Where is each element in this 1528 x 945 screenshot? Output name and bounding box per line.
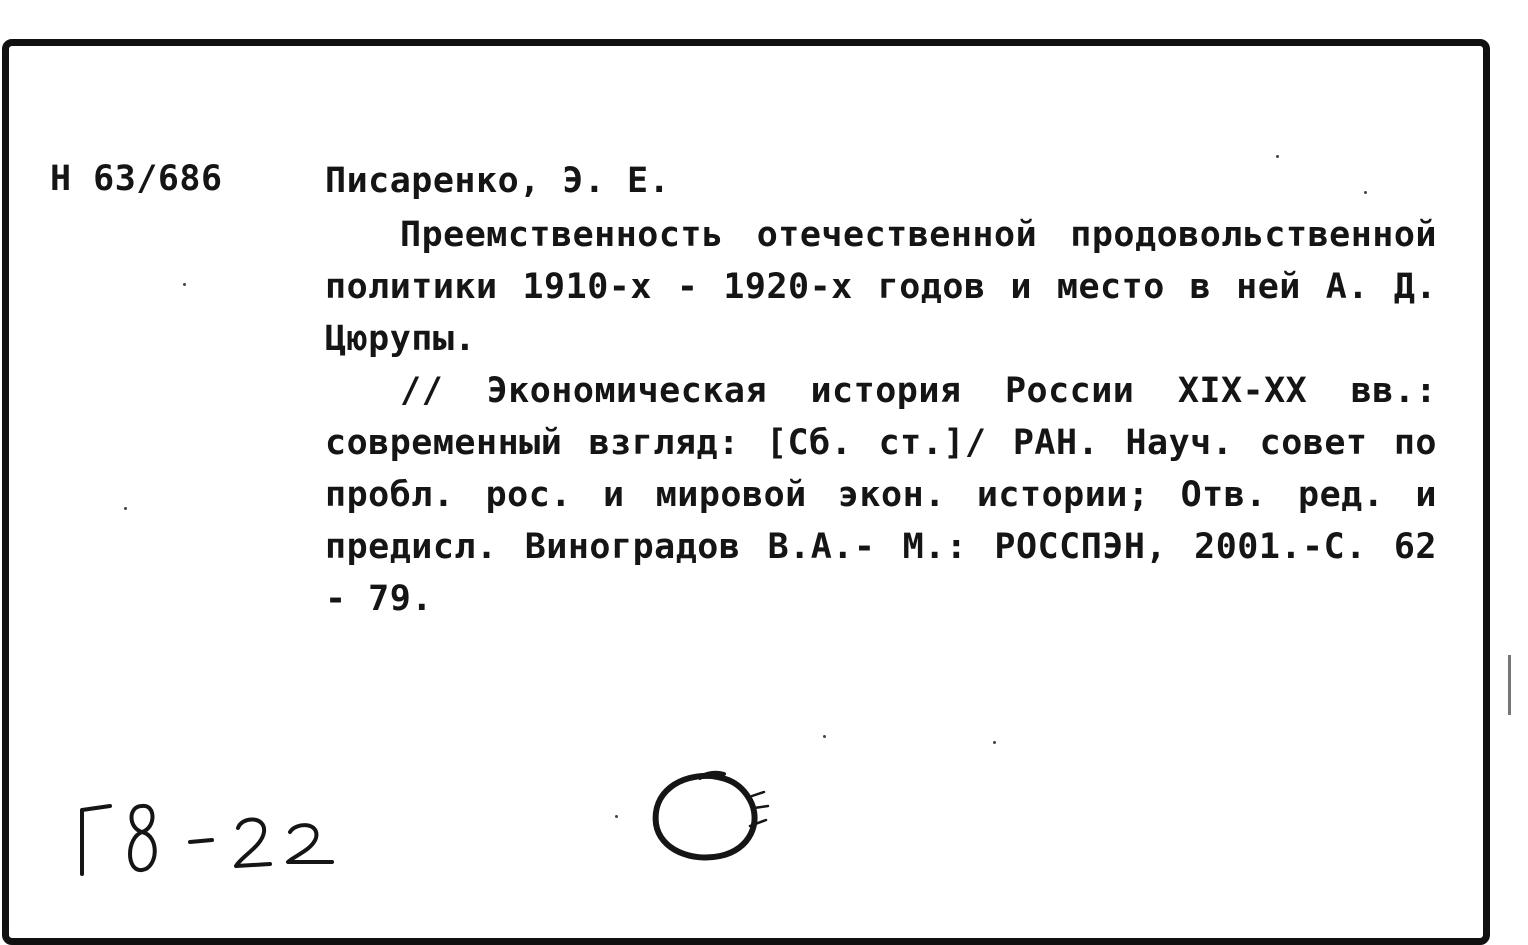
paper-speck [1364, 191, 1367, 194]
author-name: Писаренко, Э. Е. [325, 161, 671, 201]
paper-speck [124, 507, 127, 510]
bibliographic-description [325, 209, 1437, 625]
source-paragraph: // Экономическая история России XIX-XX вв.: современный взгляд: [Сб. ст.]/ РАН. Науч. совет по пробл. рос. и мировой экон. истории; Отв. ред. и предисл. Виноградов В.А.- М.: РОССПЭН, 2001.-С. 62 - 79. [325, 371, 1437, 619]
paper-speck [615, 815, 618, 818]
shelfmark: Н 63/686 [50, 159, 223, 199]
paper-speck [823, 735, 826, 738]
paper-speck [183, 283, 186, 286]
scan-edge-artifact [1508, 655, 1511, 715]
title-paragraph: Преемственность отечественной продовольственной политики 1910-х - 1920-х годов и место в ней А. Д. Цюрупы. [325, 215, 1437, 359]
handwritten-note [70, 792, 345, 882]
paper-speck [1276, 155, 1279, 158]
paper-speck [993, 741, 996, 744]
ring-stamp-mark [640, 762, 790, 872]
